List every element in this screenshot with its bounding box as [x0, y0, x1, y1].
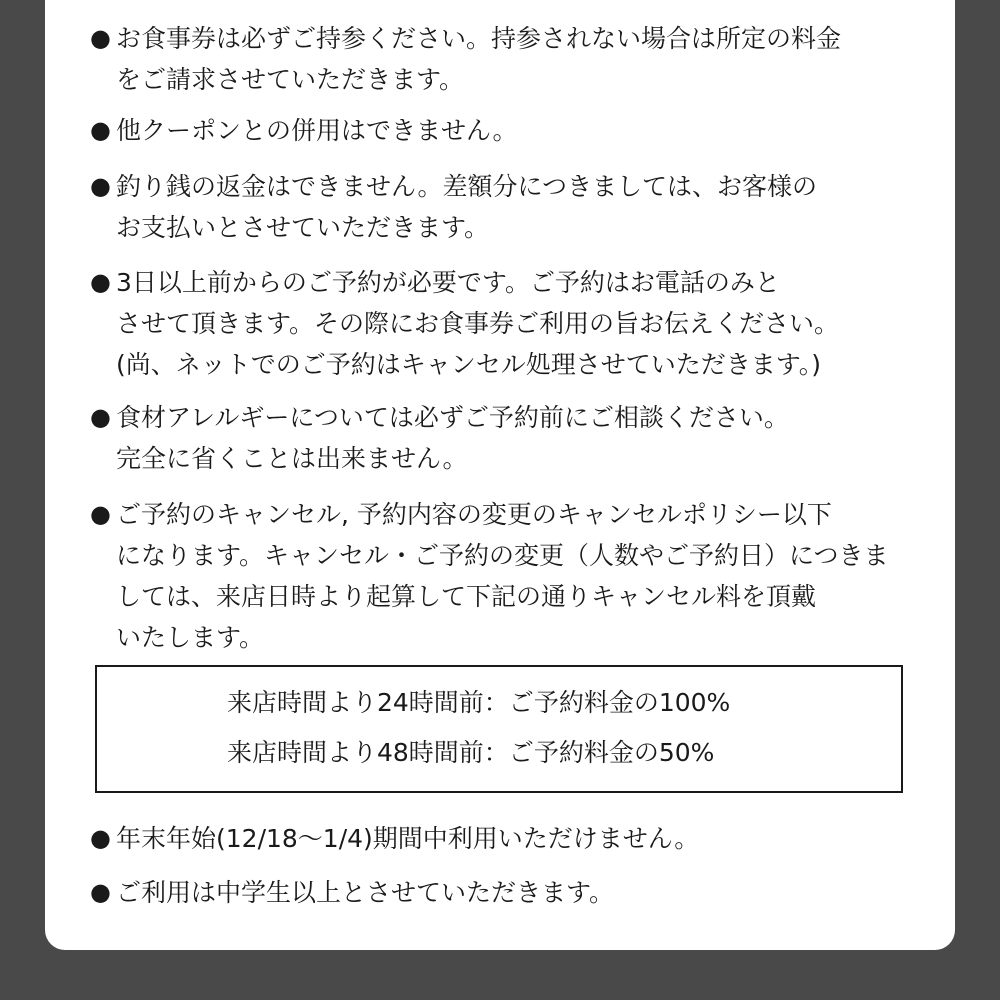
bullet-icon: ● [90, 824, 111, 852]
cancellation-fee-24h: 来店時間より24時間前：ご予約料金の100% [227, 688, 731, 717]
note-line: させて頂きます。その際にお食事券ご利用の旨お伝えください。 [116, 309, 840, 338]
note-line: をご請求させていただきます。 [116, 65, 465, 94]
bullet-icon: ● [90, 24, 111, 52]
bullet-icon: ● [90, 116, 111, 144]
note-text [116, 494, 916, 658]
bullet-icon: ● [90, 403, 111, 431]
cancellation-fee-48h: 来店時間より48時間前：ご予約料金の50% [227, 738, 715, 767]
notice-card [45, 0, 955, 950]
bullet-icon: ● [90, 500, 111, 528]
note-line: 3日以上前からのご予約が必要です。ご予約はお電話のみと [116, 268, 780, 297]
note-line: 年末年始(12/18〜1/4)期間中利用いただけません。 [116, 824, 700, 853]
note-line: 他クーポンとの併用はできません。 [116, 116, 518, 145]
bullet-icon: ● [90, 878, 111, 906]
note-line: 食材アレルギーについては必ずご予約前にご相談ください。 [116, 403, 789, 432]
cancellation-fee-box [95, 665, 903, 793]
note-text [116, 18, 916, 100]
note-line: 釣り銭の返金はできません。差額分につきましては、お客様の [116, 172, 818, 201]
note-line: ご利用は中学生以上とさせていただきます。 [116, 878, 615, 907]
bullet-icon: ● [90, 172, 111, 200]
note-line: お支払いとさせていただきます。 [116, 213, 490, 242]
note-line: ご予約のキャンセル, 予約内容の変更のキャンセルポリシー以下 [116, 500, 832, 529]
note-text [116, 397, 916, 479]
note-text [116, 166, 916, 248]
note-line: 完全に省くことは出来ません。 [116, 444, 468, 473]
note-text [116, 262, 916, 385]
note-line: お食事券は必ずご持参ください。持参されない場合は所定の料金 [116, 24, 842, 53]
note-line: (尚、ネットでのご予約はキャンセル処理させていただきます。) [116, 350, 822, 379]
note-line: しては、来店日時より起算して下記の通りキャンセル料を頂戴 [116, 582, 817, 611]
note-text [116, 872, 916, 913]
note-line: いたします。 [116, 623, 265, 652]
note-text [116, 818, 916, 859]
note-text [116, 110, 916, 151]
usage-notes [45, 0, 955, 950]
note-line: になります。キャンセル・ご予約の変更（人数やご予約日）につきま [116, 541, 889, 570]
bullet-icon: ● [90, 268, 111, 296]
